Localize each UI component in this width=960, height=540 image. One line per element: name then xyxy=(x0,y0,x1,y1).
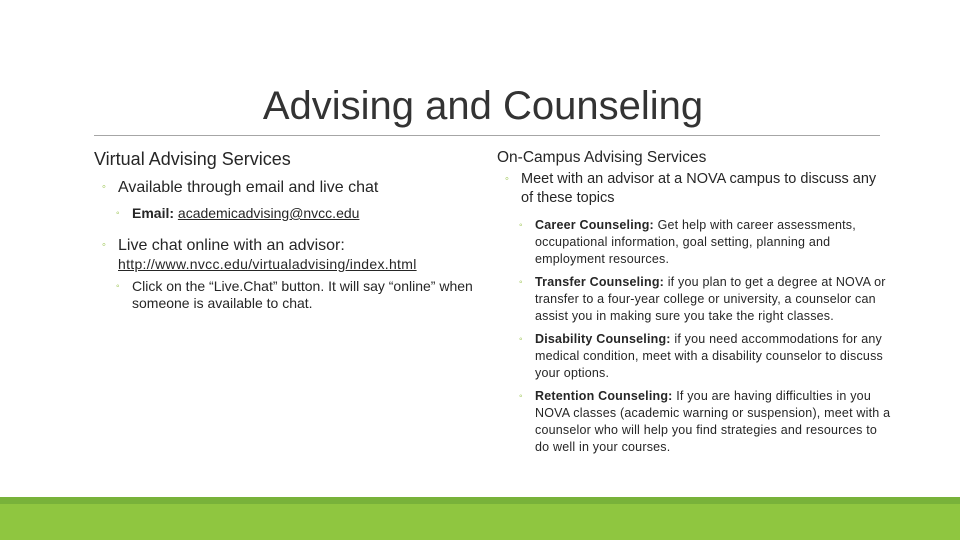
virtual-advising-link[interactable]: http://www.nvcc.edu/virtualadvising/index.html xyxy=(118,256,417,272)
virtual-advising-heading: Virtual Advising Services xyxy=(94,149,291,169)
disability-counseling-text: if you need accommodations for any medical condition, meet with a disability counselor to discuss your options. xyxy=(535,332,883,380)
list-item-email xyxy=(94,205,484,222)
disability-counseling-label: Disability Counseling: xyxy=(535,332,671,346)
bullet-icon: ◦ xyxy=(505,173,509,185)
slide-title: Advising and Counseling xyxy=(262,84,704,128)
on-campus-advising-column xyxy=(497,148,892,456)
transfer-counseling-label: Transfer Counseling: xyxy=(535,275,665,289)
transfer-counseling-text: if you plan to get a degree at NOVA or transfer to a four-year college or university, a counselor can assist you in making sure you take the right classes. xyxy=(535,275,886,323)
career-counseling-text: Get help with career assessments, occupational information, goal setting, planning and employment resources. xyxy=(535,218,856,266)
email-link[interactable]: academicadvising@nvcc.edu xyxy=(177,205,360,221)
bullet-icon: ◦ xyxy=(519,391,523,402)
email-label: Email: xyxy=(132,205,178,221)
list-item-live-chat xyxy=(94,236,484,274)
bullet-icon: ◦ xyxy=(102,239,106,251)
list-item-disability-counseling xyxy=(497,331,892,382)
list-item-career-counseling xyxy=(497,217,892,268)
retention-counseling-label: Retention Counseling: xyxy=(535,389,673,403)
list-item-text: Click on the “Live.Chat” button. It will say “online” when someone is available to chat. xyxy=(132,278,473,311)
list-item-text: Available through email and live chat xyxy=(118,179,379,196)
on-campus-advising-heading: On-Campus Advising Services xyxy=(497,149,707,166)
title-divider xyxy=(94,135,880,136)
list-item-meet-advisor xyxy=(497,170,892,208)
bullet-icon: ◦ xyxy=(519,220,523,231)
list-item-transfer-counseling xyxy=(497,274,892,325)
list-item-live-chat-instructions xyxy=(94,278,484,312)
bullet-icon: ◦ xyxy=(519,277,523,288)
bullet-icon: ◦ xyxy=(519,334,523,345)
bullet-icon: ◦ xyxy=(116,281,120,292)
career-counseling-label: Career Counseling: xyxy=(535,218,654,232)
bullet-icon: ◦ xyxy=(116,208,120,219)
bullet-icon: ◦ xyxy=(102,181,106,193)
list-item-email-chat xyxy=(94,178,484,197)
list-item-text: Meet with an advisor at a NOVA campus to discuss any of these topics xyxy=(521,171,877,206)
footer-accent-stripe xyxy=(0,497,960,504)
virtual-advising-column xyxy=(94,148,484,312)
retention-counseling-text: If you are having difficulties in you NOVA classes (academic warning or suspension), meet with a counselor who will help you find strategies and resources to do well in your courses. xyxy=(535,389,891,454)
list-item-text: Live chat online with an advisor: xyxy=(118,237,345,254)
list-item-retention-counseling xyxy=(497,388,892,456)
